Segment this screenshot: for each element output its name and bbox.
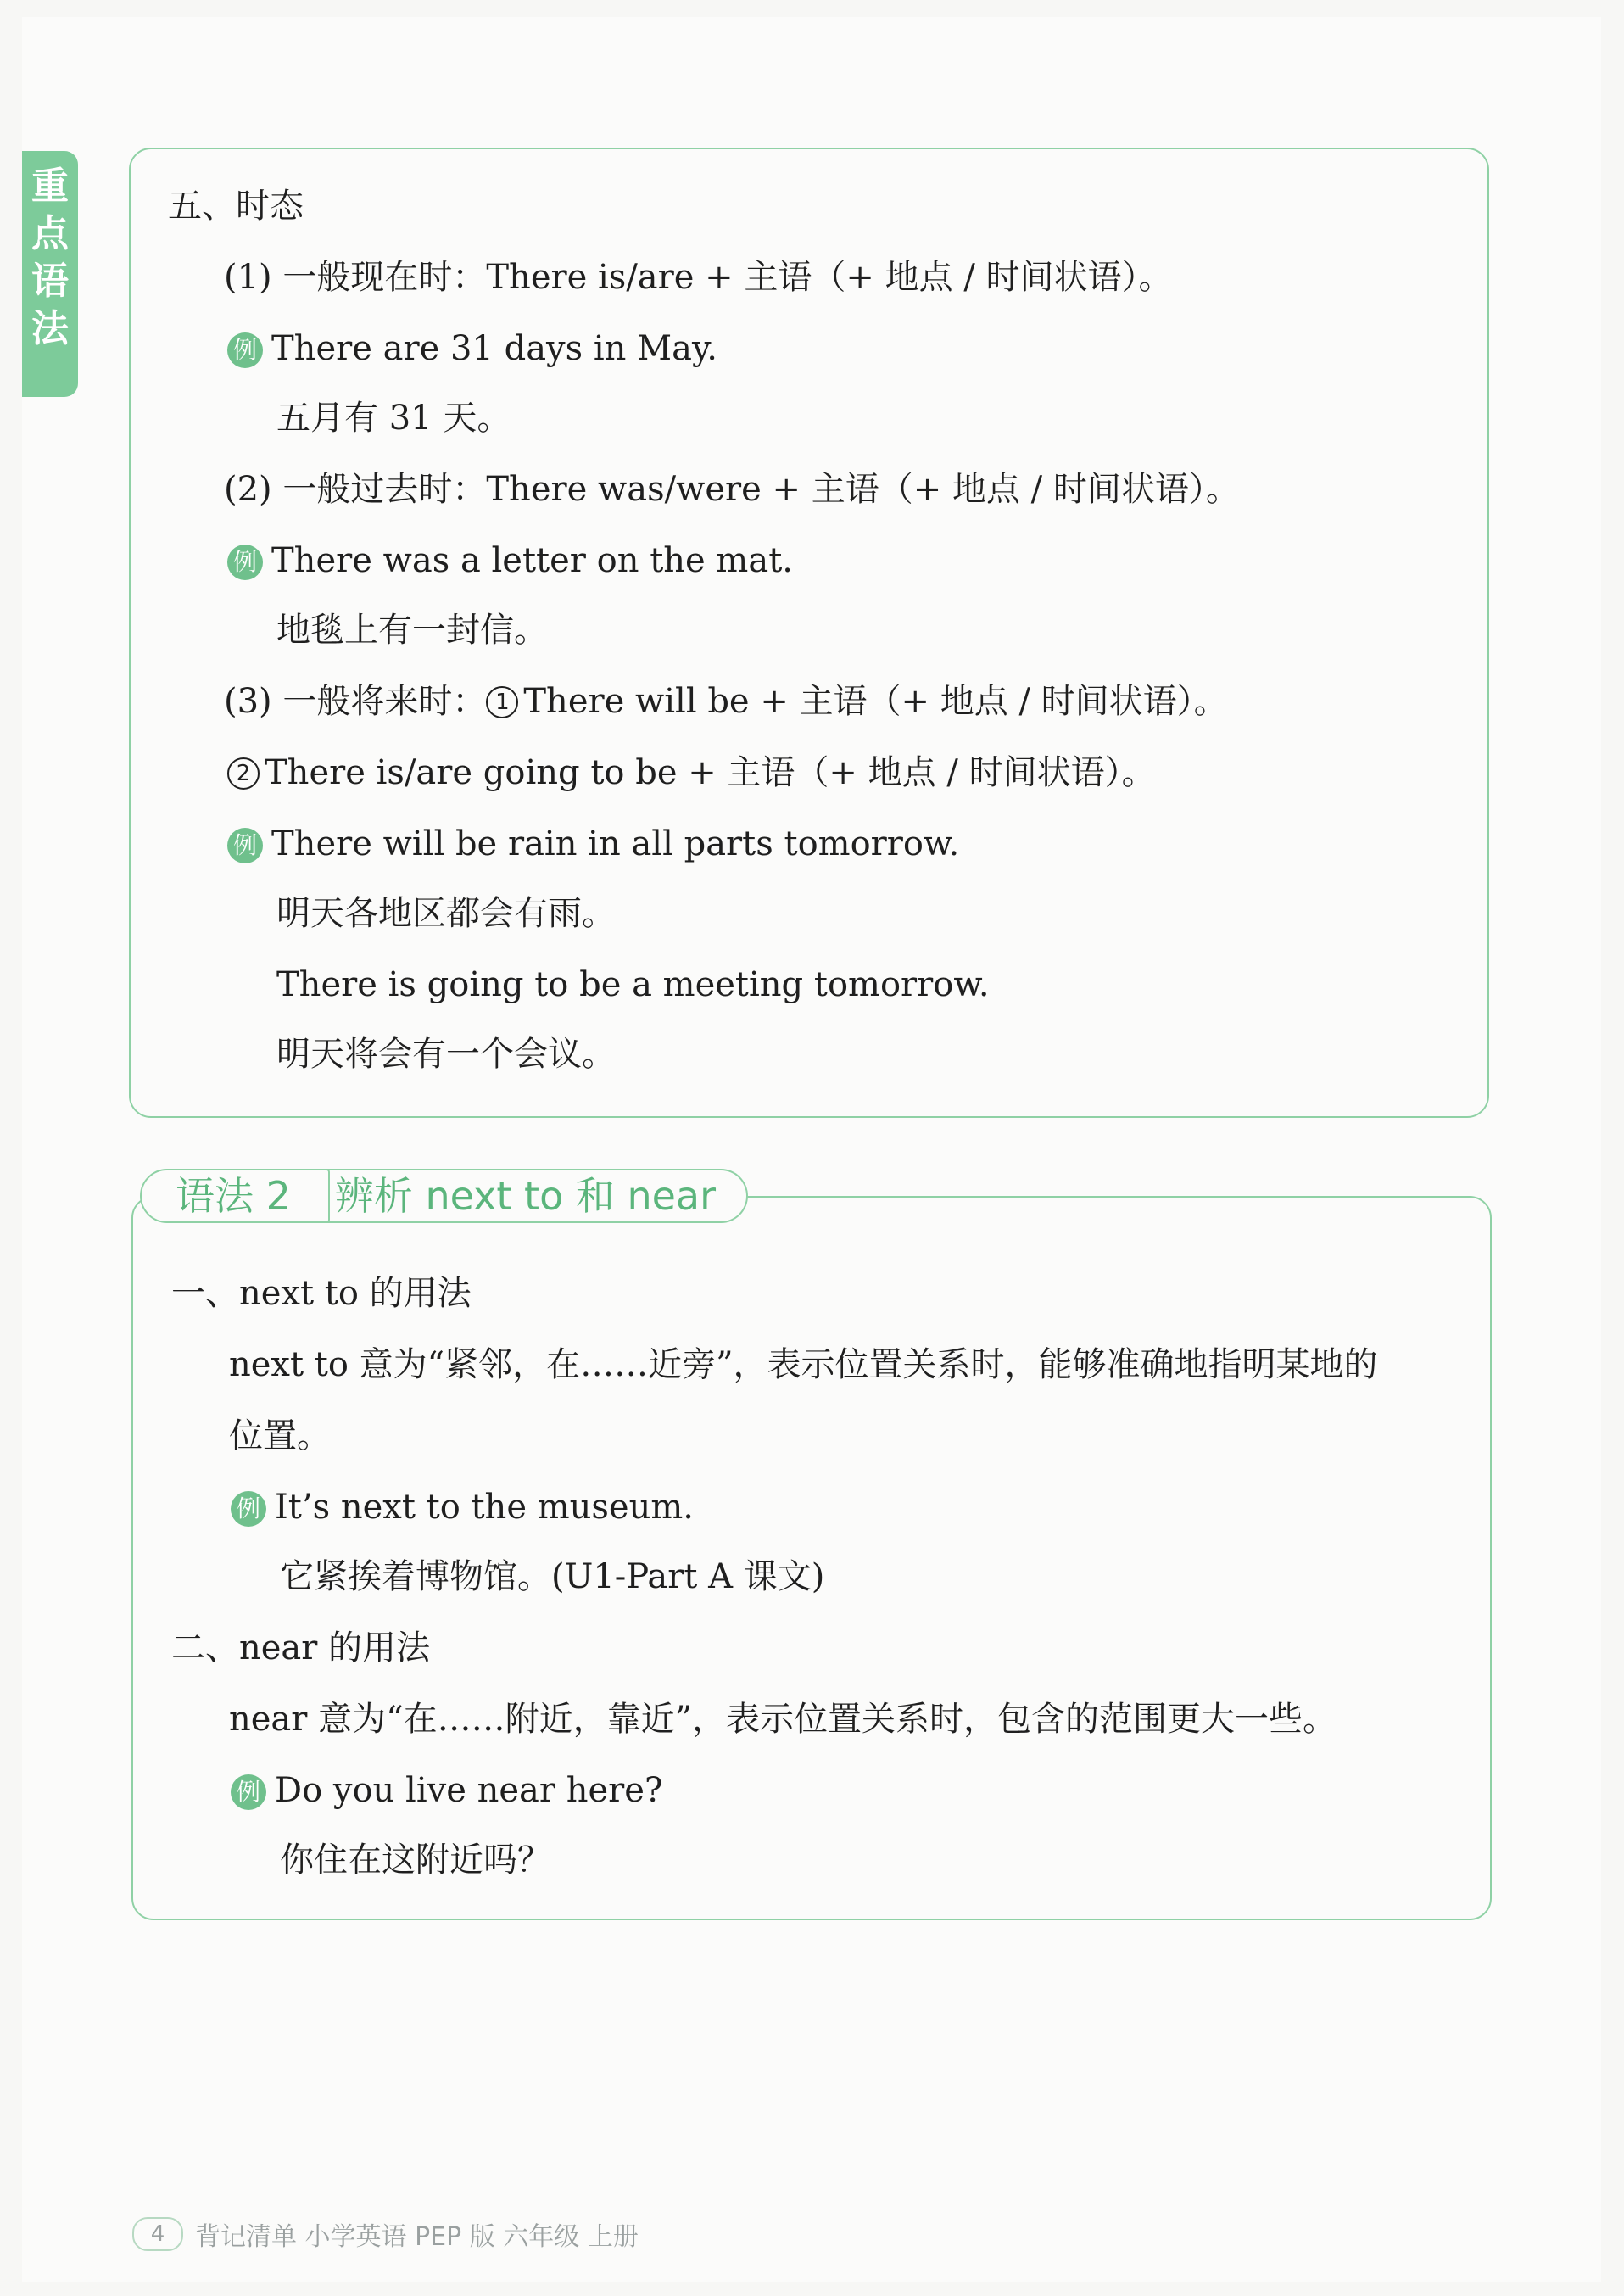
example-text: Do you live near here?	[275, 1771, 663, 1810]
tense-simple-present-rule: (1) 一般现在时：There is/are + 主语（+ 地点 / 时间状语）。	[224, 258, 1173, 297]
paragraph-near: near 意为“在……附近，靠近”，表示位置关系时，包含的范围更大一些。	[229, 1700, 1337, 1739]
side-tab-char: 重	[31, 165, 69, 208]
side-tab-char: 法	[31, 307, 69, 350]
example-text: It’s next to the museum.	[275, 1488, 695, 1527]
side-tab-char: 点	[31, 212, 69, 255]
example-icon: 例	[227, 332, 263, 368]
example-translation: 地毯上有一封信。	[276, 611, 548, 650]
example-text: There is going to be a meeting tomorrow.	[276, 965, 990, 1004]
example-line	[231, 1486, 694, 1528]
paragraph-next-to: next to 意为“紧邻，在……近旁”，表示位置关系时，能够准确地指明某地的	[229, 1345, 1378, 1384]
page-footer	[132, 2215, 639, 2253]
example-line	[227, 539, 793, 582]
heading-next-to-usage: 一、next to 的用法	[171, 1274, 472, 1313]
example-line	[227, 327, 717, 370]
rule-label: (3) 一般将来时：	[224, 682, 487, 721]
example-translation: 明天将会有一个会议。	[276, 1035, 616, 1074]
example-icon: 例	[227, 545, 263, 580]
example-text: There was a letter on the mat.	[271, 541, 793, 580]
example-icon: 例	[227, 828, 263, 863]
example-translation: 五月有 31 天。	[276, 399, 511, 438]
tense-simple-future-rule-2	[227, 751, 1156, 794]
example-line	[227, 823, 959, 865]
section-tab-number: 语法 2	[140, 1169, 330, 1223]
section-tab-title: 辨析 next to 和 near	[325, 1169, 748, 1223]
example-icon: 例	[231, 1491, 266, 1527]
page-number: 4	[132, 2217, 183, 2251]
example-text: There will be rain in all parts tomorrow.	[271, 824, 960, 863]
circled-number-icon: 2	[227, 757, 260, 790]
section-tab-grammar-2	[140, 1169, 748, 1223]
tense-simple-past-rule: (2) 一般过去时：There was/were + 主语（+ 地点 / 时间状语）。	[224, 470, 1240, 509]
section-heading-tense: 五、时态	[168, 187, 304, 226]
paragraph-next-to-cont: 位置。	[229, 1416, 331, 1455]
rule-text: There is/are going to be + 主语（+ 地点 / 时间状语）。	[265, 753, 1156, 792]
side-tab-key-grammar	[22, 151, 78, 397]
side-tab-char: 语	[31, 260, 69, 303]
example-text: There are 31 days in May.	[271, 329, 717, 368]
circled-number-icon: 1	[486, 686, 518, 718]
heading-near-usage: 二、near 的用法	[171, 1628, 431, 1668]
example-translation: 明天各地区都会有雨。	[276, 894, 616, 933]
example-line	[231, 1769, 662, 1812]
example-translation: 它紧挨着博物馆。(U1-Part A 课文)	[280, 1557, 825, 1596]
example-translation: 你住在这附近吗？	[280, 1841, 551, 1880]
rule-text: There will be + 主语（+ 地点 / 时间状语）。	[523, 682, 1228, 721]
example-icon: 例	[231, 1774, 266, 1810]
footer-text: 背记清单 小学英语 PEP 版 六年级 上册	[195, 2222, 639, 2252]
tense-simple-future-rule-1	[224, 680, 1228, 723]
